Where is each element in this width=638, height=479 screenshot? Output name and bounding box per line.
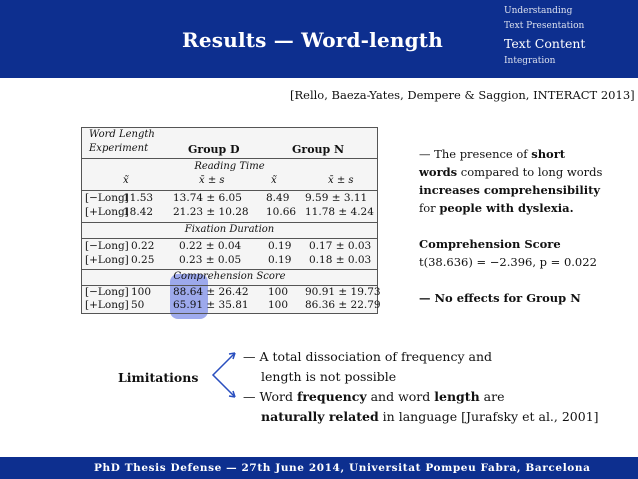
table-col-header-row: [81, 175, 378, 189]
findings-notes: [419, 145, 629, 307]
section-reading-time: Reading Time: [194, 161, 265, 172]
brace-arrow-icon: [205, 350, 241, 400]
table-rule: [81, 158, 378, 159]
table-cell: 0.22: [131, 240, 155, 252]
lim-bold: naturally related: [261, 409, 379, 424]
table-cell: 8.49: [266, 192, 290, 204]
table-row: [81, 286, 381, 300]
table-cell: 88.64 ± 26.42: [173, 286, 249, 298]
table-row: [81, 240, 378, 254]
limitation-line: length is not possible: [261, 369, 397, 384]
results-table: [81, 127, 381, 314]
note-bold: increases comprehensibility: [419, 183, 601, 197]
limitations-label: Limitations: [118, 370, 199, 385]
table-cell: 90.91 ± 19.73: [305, 286, 381, 298]
spacer: [419, 271, 629, 289]
spacer: [419, 217, 629, 235]
table-cell: 11.53: [123, 192, 154, 204]
stat-title: [419, 235, 629, 253]
limitation-line: [243, 387, 599, 407]
table-rule: [81, 127, 378, 128]
table-row: [81, 206, 378, 220]
table-cell: 18.42: [123, 206, 154, 218]
lim-text: are: [479, 389, 505, 404]
lim-text: and word: [366, 389, 435, 404]
section-comprehension-score: Comprehension Score: [173, 271, 286, 282]
table-cell: 50: [131, 299, 145, 311]
limitation-line: [243, 407, 599, 427]
table-head-line2: Experiment: [89, 143, 149, 154]
table-cell: [−Long]: [85, 286, 129, 298]
nav-item-text-presentation[interactable]: Text Presentation: [504, 21, 585, 31]
table-cell: 0.23 ± 0.05: [179, 254, 242, 266]
note-bold: Comprehension Score: [419, 237, 561, 251]
table-cell: 0.22 ± 0.04: [179, 240, 242, 252]
table-cell: 65.91 ± 35.81: [173, 299, 249, 311]
finding-line: [419, 163, 629, 181]
note-bold: people with dyslexia.: [439, 201, 574, 215]
finding-line: [419, 145, 629, 163]
table-cell: 86.36 ± 22.79: [305, 299, 381, 311]
note-bold: — No effects for Group N: [419, 291, 581, 305]
lim-bold: frequency: [296, 389, 367, 404]
table-cell: [+Long]: [85, 299, 129, 311]
table-cell: 100: [131, 286, 152, 298]
table-header-row: [81, 143, 378, 157]
table-cell: 0.18 ± 0.03: [309, 254, 372, 266]
col-median-d: x̃: [123, 175, 129, 186]
table-rule: [81, 222, 378, 223]
table-row: [81, 254, 378, 268]
finding-line: [419, 199, 629, 217]
table-cell: [+Long]: [85, 206, 129, 218]
table-cell: 0.17 ± 0.03: [309, 240, 372, 252]
table-cell: 0.25: [131, 254, 155, 266]
table-cell: 100: [268, 286, 289, 298]
limitation-line: — A total dissociation of frequency and: [243, 349, 493, 364]
finding-line: [419, 181, 629, 199]
nav-item-text-content[interactable]: Text Content: [504, 36, 586, 51]
header-bar: [0, 0, 638, 78]
note-text: — The presence of: [419, 147, 532, 161]
group-n-header: Group N: [292, 143, 345, 156]
slide-title: Results — Word-length: [182, 28, 443, 52]
table-cell: 0.19: [268, 240, 292, 252]
group-d-header: Group D: [188, 143, 240, 156]
footer-bar: [0, 457, 638, 479]
no-effect-note: [419, 289, 629, 307]
table-rule: [81, 313, 378, 314]
stat-value: t(38.636) = −2.396, p = 0.022: [419, 255, 597, 269]
table-cell: 13.74 ± 6.05: [173, 192, 242, 204]
table-header-row: [81, 129, 378, 143]
table-cell: 10.66: [266, 206, 297, 218]
nav-item-understanding[interactable]: Understanding: [504, 6, 573, 16]
note-text: for: [419, 201, 440, 215]
col-mean-n: x̄ ± s: [328, 175, 354, 186]
col-mean-d: x̄ ± s: [199, 175, 225, 186]
note-bold: words: [419, 165, 458, 179]
lim-bold: length: [434, 389, 480, 404]
limitations-text: [243, 347, 599, 427]
nav-item-integration[interactable]: Integration: [504, 56, 556, 66]
table-rule: [81, 238, 378, 239]
lim-text: — Word: [243, 389, 297, 404]
table-cell: 11.78 ± 4.24: [305, 206, 374, 218]
table-cell: 9.59 ± 3.11: [305, 192, 368, 204]
table-row: [81, 299, 381, 313]
table-cell: [−Long]: [85, 240, 129, 252]
table-cell: 0.19: [268, 254, 292, 266]
section-fixation-duration: Fixation Duration: [184, 224, 275, 235]
table-head-line1: Word Length: [89, 129, 155, 140]
footer-text: PhD Thesis Defense — 27th June 2014, Universitat Pompeu Fabra, Barcelona: [94, 462, 591, 474]
table-row: [81, 192, 378, 206]
table-cell: 100: [268, 299, 289, 311]
table-cell: 21.23 ± 10.28: [173, 206, 249, 218]
table-rule: [81, 190, 378, 191]
lim-text: in language [Jurafsky et al., 2001]: [378, 409, 599, 424]
citation: [Rello, Baeza-Yates, Dempere & Saggion, INTERACT 2013]: [290, 88, 635, 102]
col-median-n: x̃: [271, 175, 277, 186]
note-bold: short: [531, 147, 566, 161]
table-cell: [+Long]: [85, 254, 129, 266]
table-rule: [81, 269, 378, 270]
note-text: compared to long words: [457, 165, 603, 179]
section-nav: [504, 6, 585, 66]
table-cell: [−Long]: [85, 192, 129, 204]
